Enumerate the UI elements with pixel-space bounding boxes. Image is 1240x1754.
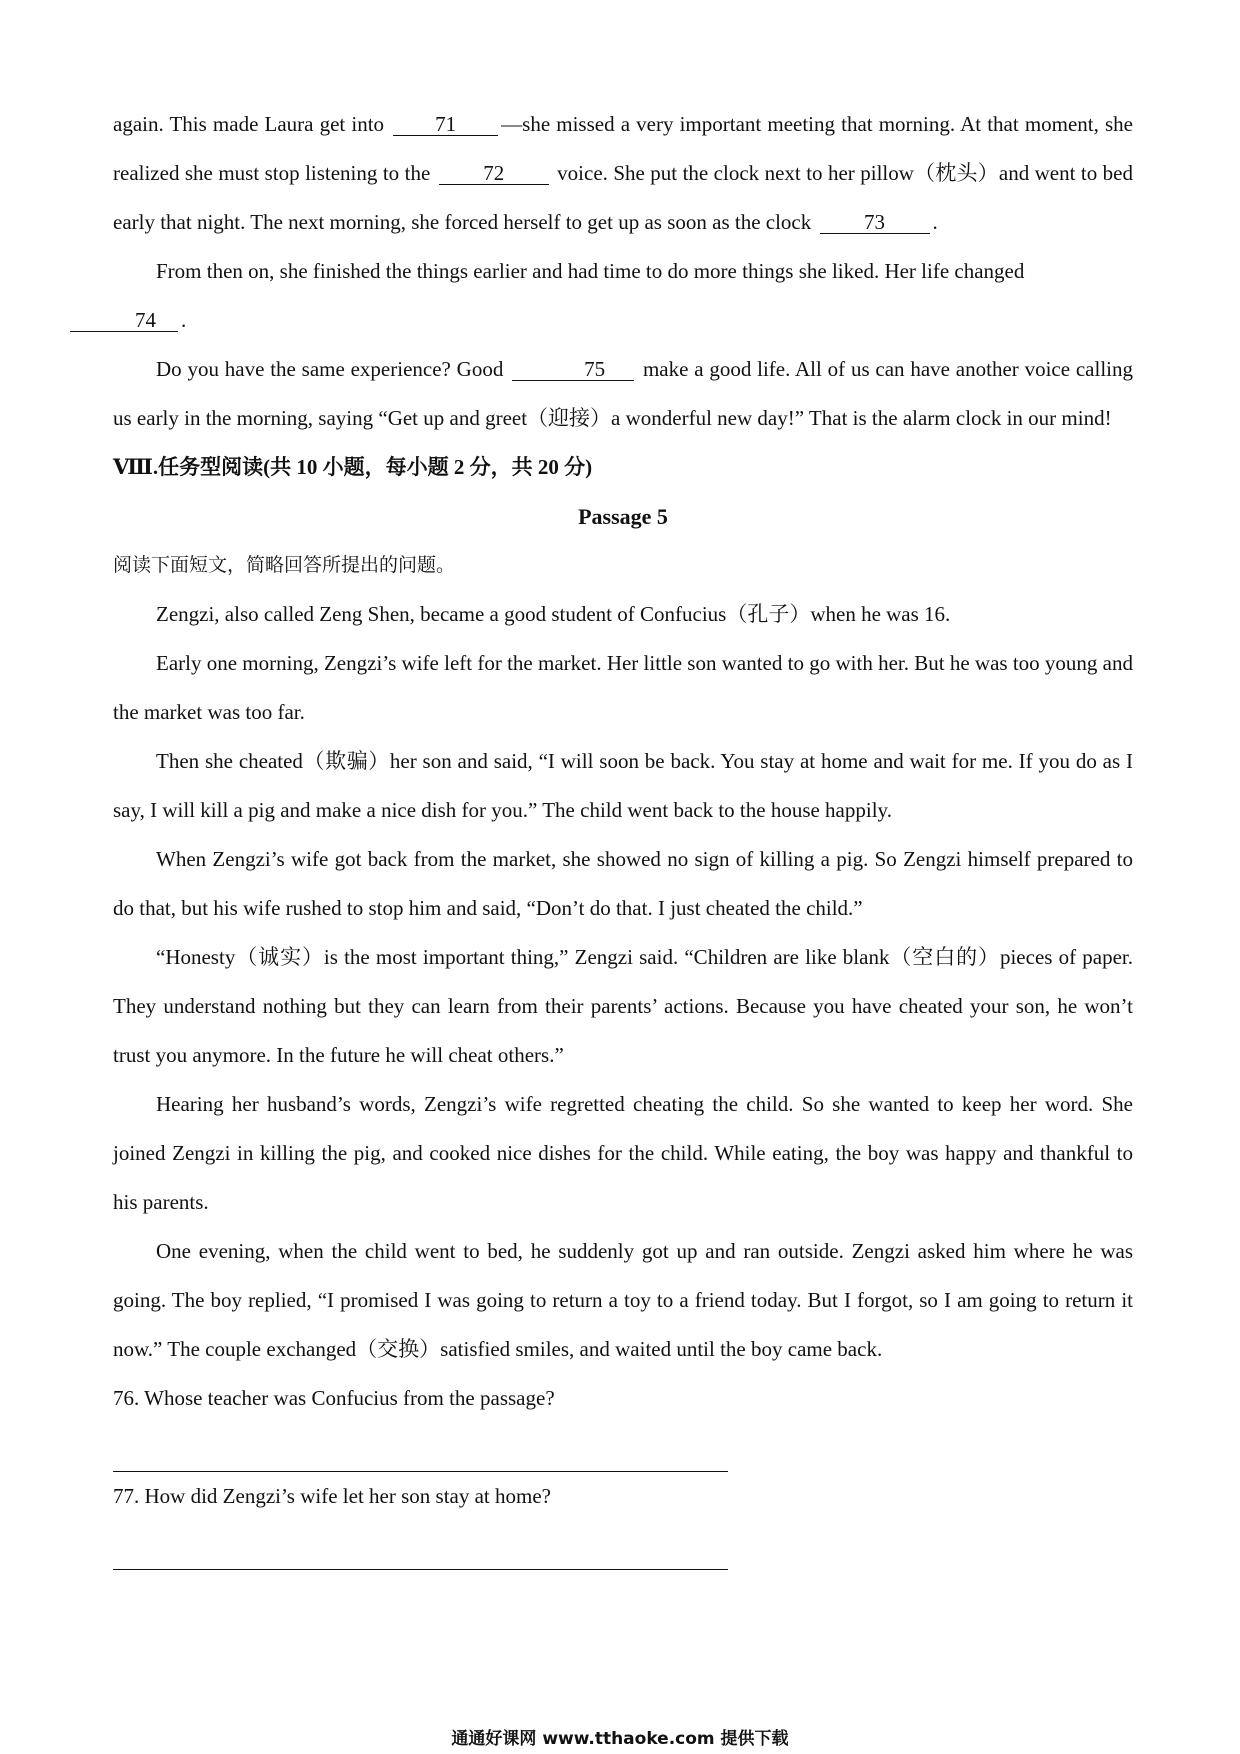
cloze-paragraph-2: From then on, she finished the things earlier and had time to do more things she liked. Her life changed 74 . [113,247,1133,345]
blank-71: 71 [393,113,498,136]
answer-line-77[interactable] [113,1521,728,1570]
passage-paragraph-1: Zengzi, also called Zeng Shen, became a good student of Confucius（孔子）when he was 16. [156,602,951,626]
instruction: 阅读下面短文，简略回答所提出的问题。 [113,554,456,576]
passage-paragraph-4: When Zengzi’s wife got back from the market, she showed no sign of killing a pig. So Zengzi himself prepared to do that, but his wife rushed to stop him and said, “Don’t do that. I just cheated the child.” [113,847,1133,920]
passage-paragraph-6: Hearing her husband’s words, Zengzi’s wife regretted cheating the child. So she wanted to keep her word. She joined Zengzi in killing the pig, and cooked nice dishes for the child. While eating, the boy was happy and thankful to his parents. [113,1092,1133,1214]
passage-paragraph-2: Early one morning, Zengzi’s wife left for the market. Her little son wanted to go with her. But he was too young and the market was too far. [113,651,1133,724]
section-heading: Ⅷ.任务型阅读(共 10 小题，每小题 2 分，共 20 分) [113,455,593,479]
question-77: 77. How did Zengzi’s wife let her son stay at home? [113,1484,551,1508]
passage-paragraph-3: Then she cheated（欺骗）her son and said, “I will soon be back. You stay at home and wait for me. If you do as I say, I will kill a pig and make a nice dish for you.” The child went back to the house happily. [113,749,1133,822]
blank-72: 72 [439,162,549,185]
blank-75: 75 [512,358,634,381]
question-76: 76. Whose teacher was Confucius from the passage? [113,1386,555,1410]
blank-74: 74 [70,309,178,332]
passage-paragraph-5: “Honesty（诚实）is the most important thing,” Zengzi said. “Children are like blank（空白的）pieces of paper. They understand nothing but they can learn from their parents’ actions. Because you have cheated your son, he won’t trust you anymore. In the future he will cheat others.” [113,945,1133,1067]
cloze-paragraph-3: Do you have the same experience? Good 75 make a good life. All of us can have another voice calling us early in the morning, saying “Get up and greet（迎接）a wonderful new day!” That is the alarm clock in our mind! [113,357,1133,430]
answer-line-76[interactable] [113,1423,728,1472]
passage-title: Passage 5 [578,504,668,529]
footer-text: 通通好课网 www.tthaoke.com 提供下载 [451,1729,789,1749]
page-content [113,100,1133,1570]
passage-paragraph-7: One evening, when the child went to bed, he suddenly got up and ran outside. Zengzi asked him where he was going. The boy replied, “I promised I was going to return a toy to a friend today. But I forgot, so I am going to return it now.” The couple exchanged（交换）satisfied smiles, and waited until the boy came back. [113,1239,1133,1361]
cloze-paragraph-1: again. This made Laura get into 71 —she missed a very important meeting that morning. At that moment, she realized she must stop listening to the 72 voice. She put the clock next to her pillow（枕头）and went to bed early that night. The next morning, she forced herself to get up as soon as the clock 73 . [113,112,1134,234]
blank-73: 73 [820,211,930,234]
